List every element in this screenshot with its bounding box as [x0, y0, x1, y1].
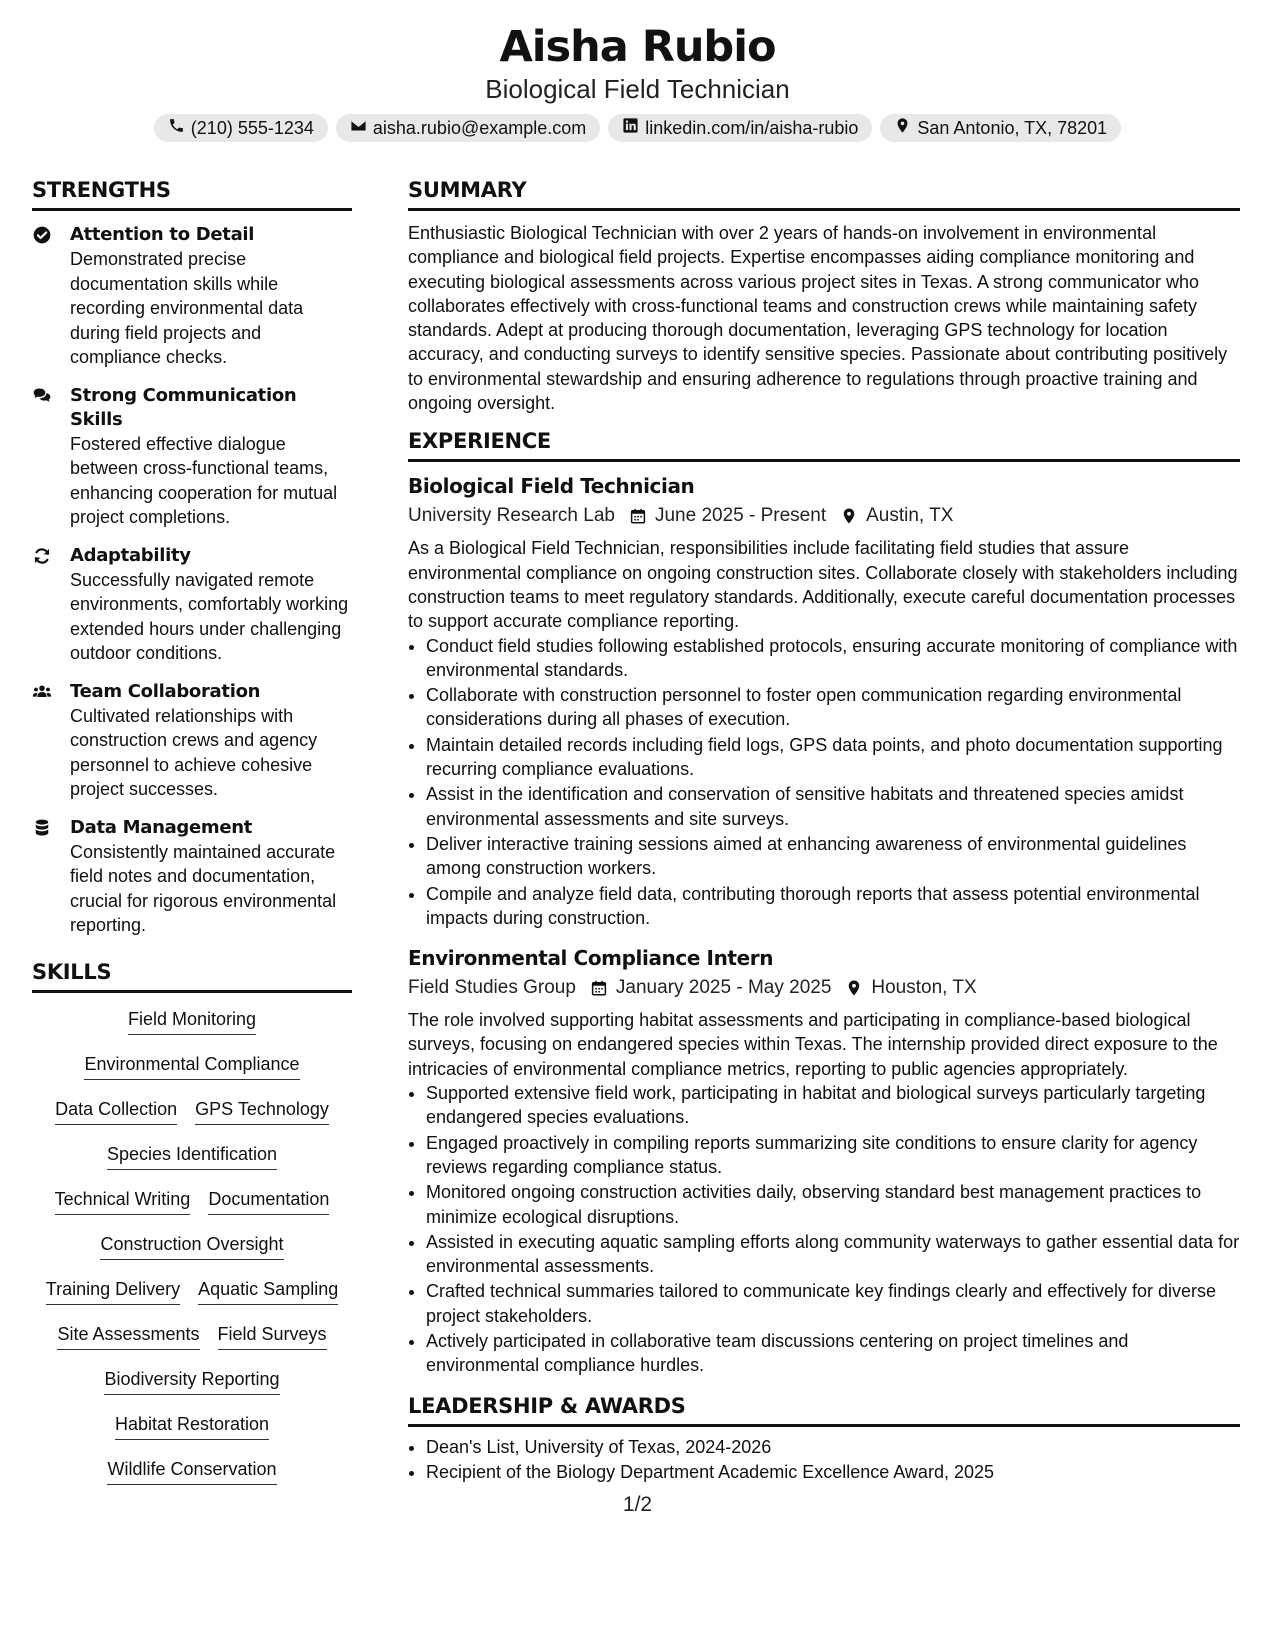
candidate-title: Biological Field Technician — [485, 74, 790, 104]
right-column — [408, 178, 1240, 1485]
skill-tag: Habitat Restoration — [115, 1412, 269, 1440]
skills-list — [32, 1007, 352, 1485]
job-entry — [408, 472, 1240, 930]
contact-phone[interactable] — [154, 114, 328, 142]
contact-bar — [0, 114, 1275, 142]
list-item: • Compile and analyze field data, contributing thorough reports that assess potential environmental impacts during construction. — [426, 882, 1240, 931]
skill-tag: Biodiversity Reporting — [104, 1367, 279, 1395]
job-description: The role involved supporting habitat assessments and participating in compliance-based biological surveys, focusing on endangered species within Texas. The internship provided direct exposure to the intricacies of environmental compliance metrics, reporting to public agencies appropriately. — [408, 1010, 1218, 1079]
page-number: 1/2 — [622, 1493, 653, 1516]
strength-desc: Consistently maintained accurate field notes and documentation, crucial for rigorous environmental reporting. — [70, 841, 337, 935]
sync-icon — [32, 544, 54, 666]
list-item: • Conduct field studies following established protocols, ensuring accurate monitoring of compliance with environmental standards. — [426, 634, 1240, 683]
strength-title: Strong Communication Skills — [70, 384, 297, 430]
contact-phone-text: (210) 555-1234 — [190, 117, 314, 138]
contact-email-text: aisha.rubio@example.com — [372, 117, 587, 138]
summary-heading: SUMMARY — [408, 178, 1240, 211]
left-column — [32, 178, 352, 1502]
job-dates: June 2025 - Present — [654, 505, 827, 527]
strength-title: Team Collaboration — [70, 680, 261, 702]
awards-list — [408, 1435, 1240, 1485]
contact-email[interactable] — [336, 114, 600, 142]
map-pin-icon — [894, 117, 911, 139]
list-item: • Deliver interactive training sessions aimed at enhancing awareness of environmental guidelines among construction workers. — [426, 832, 1240, 881]
list-item: • Assist in the identification and conservation of sensitive habitats and threatened species amidst environmental assessments and site surveys. — [426, 782, 1240, 831]
contact-linkedin[interactable] — [608, 114, 872, 142]
contact-location-text: San Antonio, TX, 78201 — [917, 117, 1108, 138]
list-item: • Actively participated in collaborative team discussions centering on project timelines and environmental compliance hurdles. — [426, 1329, 1240, 1378]
strength-item — [32, 816, 352, 938]
envelope-icon — [350, 117, 367, 139]
strength-desc: Demonstrated precise documentation skills while recording environmental data during field projects and compliance checks. — [70, 249, 304, 367]
skill-tag: Technical Writing — [55, 1187, 191, 1215]
list-item: • Recipient of the Biology Department Academic Excellence Award, 2025 — [426, 1460, 1240, 1484]
strengths-heading: STRENGTHS — [32, 178, 352, 211]
job-bullets — [408, 1081, 1240, 1378]
skill-tag: Site Assessments — [57, 1322, 199, 1350]
strength-title: Data Management — [70, 816, 253, 838]
summary-text: Enthusiastic Biological Technician with over 2 years of hands-on involvement in environmental compliance and biological field projects. Expertise encompasses aiding compliance monitoring and executing biological assessments across various project sites in Texas. A strong communicator who collaborates effectively with cross-functional teams and construction crews while maintaining safety standards. Adept at producing thorough documentation, leveraging GPS technology for location accuracy, and conducting surveys to identify sensitive species. Passionate about contributing positively to environmental stewardship and ensuring adherence to regulations through proactive training and ongoing oversight. — [408, 223, 1228, 414]
job-location: Houston, TX — [871, 977, 977, 999]
skill-tag: Environmental Compliance — [84, 1052, 299, 1080]
list-item: • Dean's List, University of Texas, 2024-2026 — [426, 1435, 1240, 1459]
strength-desc: Successfully navigated remote environments, comfortably working extended hours under challenging outdoor conditions. — [70, 569, 349, 663]
strengths-list — [32, 223, 352, 938]
strength-title: Attention to Detail — [70, 224, 255, 245]
check-circle-icon — [32, 223, 54, 370]
list-item: • Collaborate with construction personnel to foster open communication regarding environmental considerations during all phases of execution. — [426, 683, 1240, 732]
job-company: University Research Lab — [408, 505, 615, 527]
contact-location — [880, 114, 1121, 142]
skill-tag: Wildlife Conservation — [107, 1457, 276, 1485]
strength-title: Adaptability — [70, 544, 191, 566]
job-company: Field Studies Group — [408, 977, 576, 999]
job-dates: January 2025 - May 2025 — [615, 977, 832, 999]
strength-desc: Fostered effective dialogue between cross-functional teams, enhancing cooperation for mutual project completions. — [70, 433, 338, 527]
phone-icon — [168, 117, 185, 139]
strength-item — [32, 680, 352, 802]
skill-tag: Data Collection — [55, 1097, 177, 1125]
job-meta — [408, 502, 1240, 530]
experience-heading: EXPERIENCE — [408, 429, 1240, 462]
job-bullets — [408, 634, 1240, 931]
database-icon — [32, 816, 54, 938]
list-item: • Supported extensive field work, participating in habitat and biological surveys particularly targeting endangered species evaluations. — [426, 1081, 1240, 1130]
job-title: Environmental Compliance Intern — [408, 946, 774, 971]
skill-tag: Species Identification — [107, 1142, 277, 1170]
list-item: • Monitored ongoing construction activities daily, observing standard best management practices to minimize ecological disruptions. — [426, 1180, 1240, 1229]
skill-tag: Field Monitoring — [128, 1007, 256, 1035]
skill-tag: Aquatic Sampling — [198, 1277, 338, 1305]
strength-desc: Cultivated relationships with construction crews and agency personnel to achieve cohesive project successes. — [70, 705, 318, 799]
strength-item — [32, 223, 352, 370]
list-item: • Assisted in executing aquatic sampling efforts along community waterways to gather essential data for environmental assessments. — [426, 1230, 1240, 1279]
calendar-icon — [629, 507, 647, 525]
skill-tag: GPS Technology — [195, 1097, 329, 1125]
skill-tag: Documentation — [208, 1187, 329, 1215]
job-location: Austin, TX — [866, 505, 954, 527]
contact-linkedin-text: linkedin.com/in/aisha-rubio — [645, 117, 859, 138]
candidate-name: Aisha Rubio — [499, 22, 776, 72]
skill-tag: Construction Oversight — [100, 1232, 283, 1260]
awards-heading: LEADERSHIP & AWARDS — [408, 1394, 1240, 1427]
skill-tag: Field Surveys — [218, 1322, 327, 1350]
strength-item — [32, 544, 352, 666]
job-description: As a Biological Field Technician, responsibilities include facilitating field studies that assure environmental compliance on ongoing construction sites. Collaborate closely with stakeholders including construction teams to meet regulatory standards. Additionally, execute careful documentation processes to support accurate compliance reporting. — [408, 538, 1238, 632]
skills-heading: SKILLS — [32, 960, 352, 993]
linkedin-icon — [622, 117, 639, 139]
list-item: • Crafted technical summaries tailored to communicate key findings clearly and effectively for diverse project stakeholders. — [426, 1279, 1240, 1328]
list-item: • Maintain detailed records including field logs, GPS data points, and photo documentation supporting recurring compliance evaluations. — [426, 733, 1240, 782]
map-pin-icon — [845, 979, 863, 997]
calendar-icon — [590, 979, 608, 997]
job-title: Biological Field Technician — [408, 474, 695, 499]
skill-tag: Training Delivery — [46, 1277, 180, 1305]
list-item: • Engaged proactively in compiling reports summarizing site conditions to ensure clarity for agency reviews regarding compliance status. — [426, 1131, 1240, 1180]
map-pin-icon — [840, 507, 858, 525]
users-icon — [32, 680, 54, 802]
strength-item — [32, 384, 352, 530]
job-entry — [408, 944, 1240, 1377]
comments-icon — [32, 384, 54, 530]
job-meta — [408, 974, 1240, 1002]
